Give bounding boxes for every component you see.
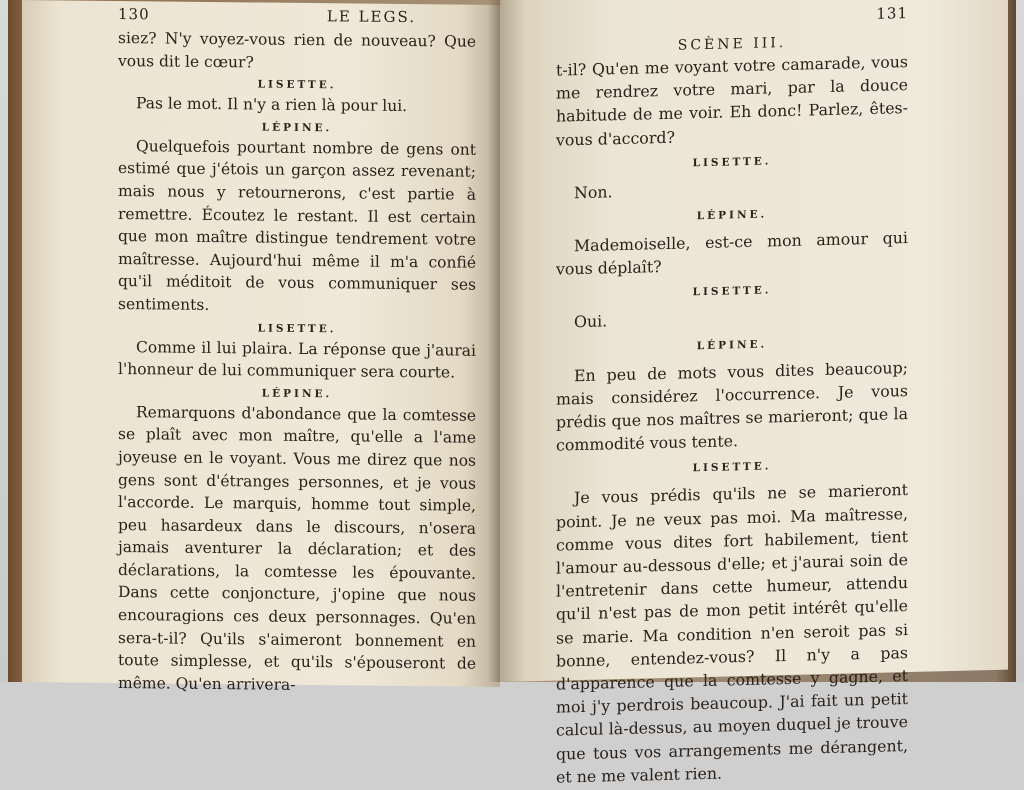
speaker-name: LÉPINE.: [261, 387, 333, 400]
speaker-name: LISETTE.: [692, 284, 772, 299]
dialogue-text: Non.: [574, 182, 613, 203]
scene-title: SCÈNE III.: [677, 35, 787, 54]
dialogue-text: siez? N'y voyez-vous rien de nouveau? Que vous dit le cœur?: [118, 29, 476, 72]
speaker-name: LISETTE.: [692, 155, 772, 170]
left-page-number: 130: [118, 5, 150, 24]
dialogue-text: En peu de mots vous dites beaucoup; mais considérez l'occurrence. Je vous prédis que nos maîtres se marieront; que la commodité vous tente.: [556, 357, 908, 455]
right-running-head: [556, 4, 908, 35]
speaker-name: LISETTE.: [692, 460, 772, 475]
speaker-name: LISETTE.: [257, 321, 337, 335]
speaker-name: LÉPINE.: [261, 121, 333, 135]
right-page-number: 131: [876, 4, 908, 23]
left-page: [22, 0, 500, 694]
speaker-name: LISETTE.: [257, 78, 337, 92]
running-title: LE LEGS.: [326, 7, 416, 27]
dialogue-text: Comme il lui plaira. La réponse que j'aurai l'honneur de lui communiquer sera courte.: [118, 337, 476, 382]
dialogue-text: Oui.: [574, 311, 608, 332]
dialogue-text: Je vous prédis qu'ils ne se marieront point. Je ne veux pas moi. Ma maîtresse, comme vous dites fort habilement, tient l'amour au-dessous d'elle; et j'aurai soin de l'entretenir dans cette humeur, attendu qu'il n'est pas de mon petit intérêt qu'elle se marie. Ma condition n'en seroit pas si bonne, entendez-vous? Il n'y a pas d'apparence que la comtesse y gagne, et moi j'y perdrois beaucoup. J'ai fait un petit calcul là-dessus, au moyen duquel je trouve que tous vos arrangements me dérangent, et ne me valent rien.: [556, 480, 908, 787]
left-page-body: [118, 27, 476, 698]
dialogue-text: Mademoiselle, est-ce mon amour qui vous déplaît?: [556, 228, 908, 279]
dialogue-text: t-il? Qu'en me voyant votre camarade, vous me rendrez votre mari, par la douce habitude de me voir. Eh donc! Parlez, êtes-vous d'accord?: [556, 52, 908, 150]
dialogue-text: Pas le mot. Il n'y a rien là pour lui.: [136, 94, 408, 116]
right-page-body: [556, 50, 908, 789]
right-page: [500, 0, 1008, 787]
dialogue-text: Remarquons d'abondance que la comtesse se plaît avec mon maître, qu'elle a l'ame joyeuse en le voyant. Vous me direz que nos gens sont d'étranges personnes, et je vous l'accorde. Le marquis, homme tout simple, peu hasardeux dans le discours, n'osera jamais aventurer la déclaration; et des déclarations, la comtesse les épouvante. Dans cette conjoncture, j'opine que nous encouragions ces deux personnages. Qu'en sera-t-il? Qu'ils s'aimeront bonnement en toute simplesse, et qu'ils s'épouseront de même. Qu'en arrivera-: [118, 402, 476, 694]
dialogue-text: Quelquefois pourtant nombre de gens ont estimé que j'étois un garçon assez revenant; mais nous y retournerons, c'est partie à remettre. Écoutez le restant. Il est certain que mon maître distingue tendrement votre maîtresse. Aujourd'hui même il m'a confié qu'il méditoit de vous communiquer ses sentiments.: [118, 136, 476, 314]
speaker-name: LÉPINE.: [696, 208, 768, 223]
speaker-name: LÉPINE.: [696, 338, 768, 352]
